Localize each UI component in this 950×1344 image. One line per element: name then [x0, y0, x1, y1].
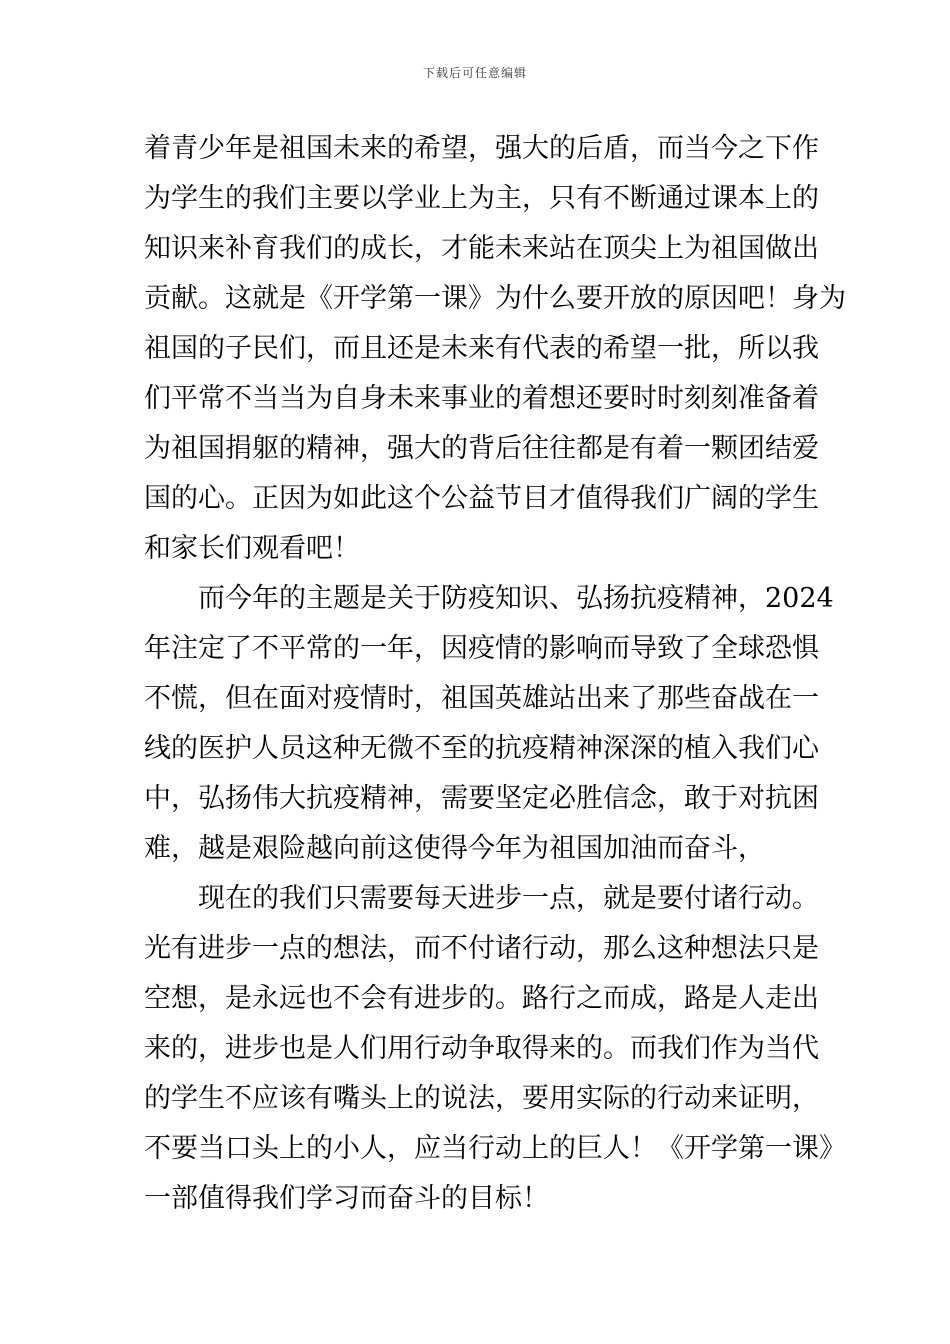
text-line: 国的心。正因为如此这个公益节目才值得我们广阔的学生 — [144, 483, 819, 514]
text-line: 和家长们观看吧！ — [144, 533, 360, 564]
text-line: 而今年的主题是关于防疫知识、弘扬抗疫精神，2024 — [198, 583, 834, 614]
text-line: 知识来补育我们的成长，才能未来站在顶尖上为祖国做出 — [144, 233, 819, 264]
paragraph-1 — [144, 124, 846, 574]
text-line: 难，越是艰险越向前这使得今年为祖国加油而奋斗， — [144, 833, 765, 864]
paragraph-2 — [144, 574, 834, 874]
text-line: 的学生不应该有嘴头上的说法，要用实际的行动来证明， — [144, 1083, 819, 1114]
document-body — [144, 124, 846, 1224]
text-line: 空想，是永远也不会有进步的。路行之而成，路是人走出 — [144, 983, 819, 1014]
text-line: 一部值得我们学习而奋斗的目标！ — [144, 1183, 549, 1214]
page-header: 下载后可任意编辑 — [422, 66, 527, 80]
text-line: 不要当口头上的小人，应当行动上的巨人！《开学第一课》 — [144, 1133, 846, 1164]
text-line: 祖国的子民们，而且还是未来有代表的希望一批，所以我 — [144, 333, 819, 364]
text-line: 中，弘扬伟大抗疫精神，需要坚定必胜信念，敢于对抗困 — [144, 783, 819, 814]
text-line: 不慌，但在面对疫情时，祖国英雄站出来了那些奋战在一 — [144, 683, 819, 714]
text-line: 线的医护人员这种无微不至的抗疫精神深深的植入我们心 — [144, 733, 819, 764]
text-line: 为学生的我们主要以学业上为主，只有不断通过课本上的 — [144, 183, 819, 214]
text-line: 年注定了不平常的一年，因疫情的影响而导致了全球恐惧 — [144, 633, 819, 664]
paragraph-3 — [144, 874, 846, 1224]
text-line: 贡献。这就是《开学第一课》为什么要开放的原因吧！身为 — [144, 283, 846, 314]
text-line: 们平常不当当为自身未来事业的着想还要时时刻刻准备着 — [144, 383, 819, 414]
text-line: 现在的我们只需要每天进步一点，就是要付诸行动。 — [198, 883, 819, 914]
text-line: 来的，进步也是人们用行动争取得来的。而我们作为当代 — [144, 1033, 819, 1064]
text-line: 光有进步一点的想法，而不付诸行动，那么这种想法只是 — [144, 933, 819, 964]
text-line: 为祖国捐躯的精神，强大的背后往往都是有着一颗团结爱 — [144, 433, 819, 464]
text-line: 着青少年是祖国未来的希望，强大的后盾，而当今之下作 — [144, 133, 819, 164]
